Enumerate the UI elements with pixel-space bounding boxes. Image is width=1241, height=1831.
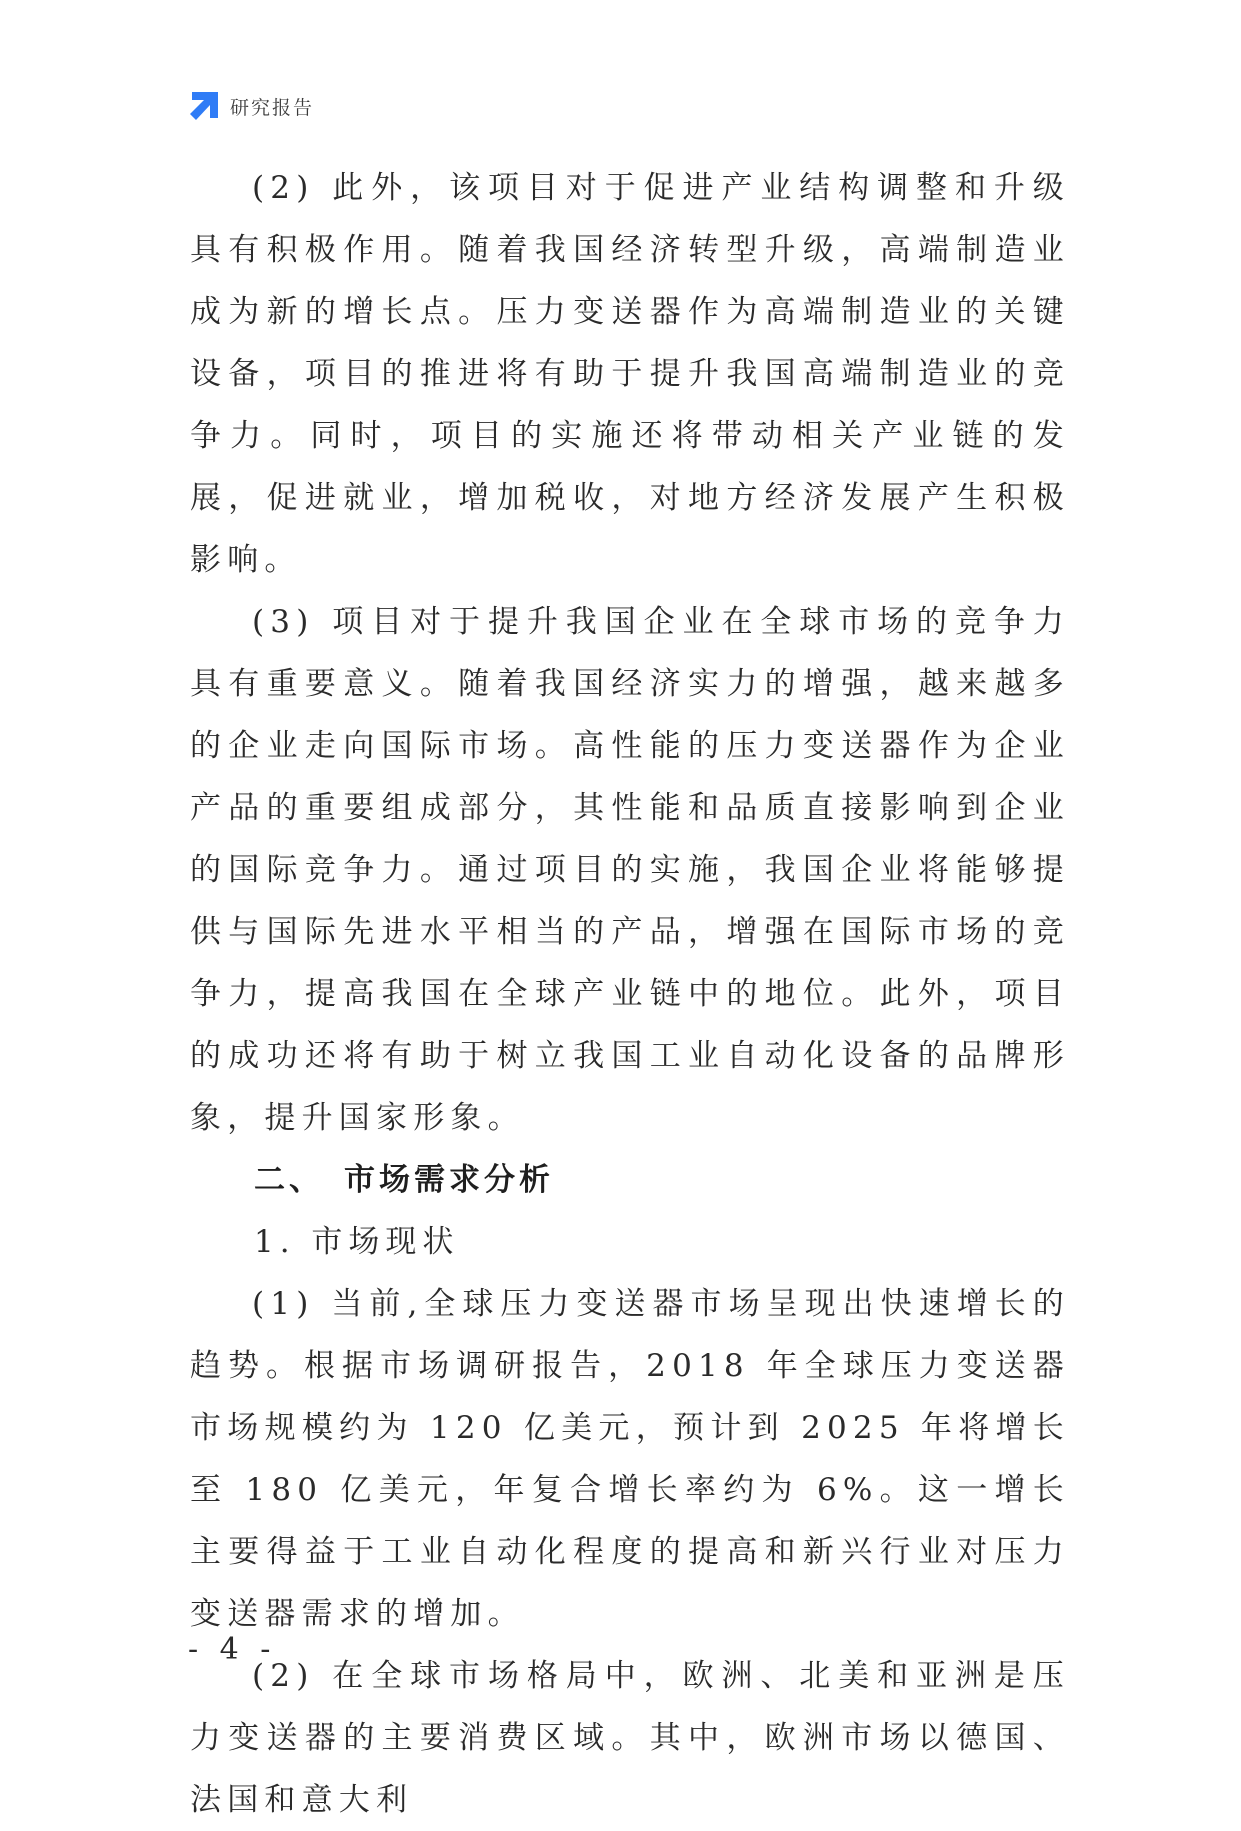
paragraph: (2) 此外，该项目对于促进产业结构调整和升级具有积极作用。随着我国经济转型升级，高端制造业成为新的增长点。压力变送器作为高端制造业的关键设备，项目的推进将有助于提升我国高端制造业的竞争力。同时，项目的实施还将带动相关产业链的发展，促进就业，增加税收，对地方经济发展产生积极影响。 <box>190 170 1070 578</box>
paragraph: (2) 在全球市场格局中，欧洲、北美和亚洲是压力变送器的主要消费区域。其中，欧洲市场以德国、法国和意大利 <box>190 1658 1070 1818</box>
header-title: 研究报告 <box>230 96 315 119</box>
section-number: 二、 <box>254 1162 324 1198</box>
arrow-logo-icon <box>188 90 220 122</box>
page-header <box>188 88 314 124</box>
document-body <box>190 157 1070 1831</box>
paragraph: (3) 项目对于提升我国企业在全球市场的竞争力具有重要意义。随着我国经济实力的增强，越来越多的企业走向国际市场。高性能的压力变送器作为企业产品的重要组成部分，其性能和品质直接影响到企业的国际竞争力。通过项目的实施，我国企业将能够提供与国际先进水平相当的产品，增强在国际市场的竞争力，提高我国在全球产业链中的地位。此外，项目的成功还将有助于树立我国工业自动化设备的品牌形象，提升国家形象。 <box>190 604 1070 1136</box>
page-number: - 4 - <box>188 1632 277 1667</box>
subsection-heading: 1. 市场现状 <box>254 1224 460 1260</box>
section-heading <box>190 1149 1070 1211</box>
paragraph: (1) 当前,全球压力变送器市场呈现出快速增长的趋势。根据市场调研报告，2018 年全球压力变送器市场规模约为 120 亿美元，预计到 2025 年将增长至 180 亿美元，年复合增长率约为 6%。这一增长主要得益于工业自动化程度的提高和新兴行业对压力变送器需求的增加。 <box>190 1286 1070 1632</box>
section-title: 市场需求分析 <box>344 1162 554 1198</box>
